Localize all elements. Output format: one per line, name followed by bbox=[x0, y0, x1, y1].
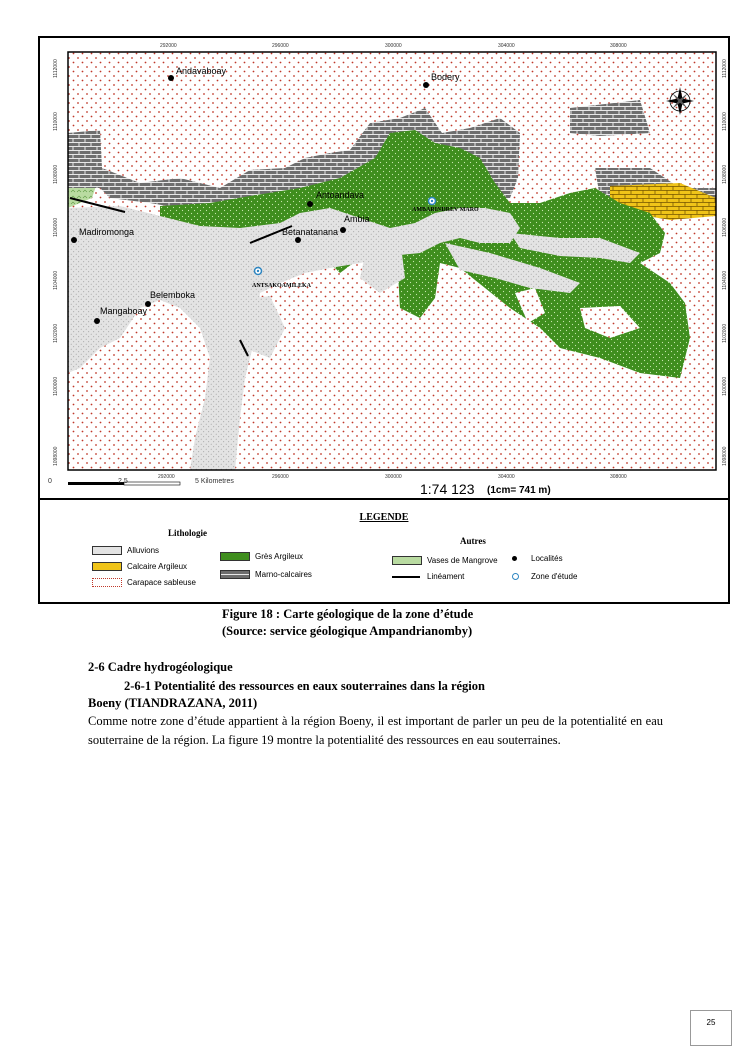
legend-item-localites bbox=[512, 554, 563, 563]
section-heading: 2-6 Cadre hydrogéologique bbox=[88, 660, 233, 674]
legend-item-lineament bbox=[392, 572, 464, 581]
locality-dot-mangaboay[interactable] bbox=[94, 318, 100, 324]
place-mangaboay: Mangaboay bbox=[100, 306, 148, 316]
subsection-heading bbox=[88, 678, 708, 712]
coord-right-3: 1108000 bbox=[722, 164, 728, 184]
coord-bottom-1: 292000 bbox=[158, 474, 175, 480]
coord-right-5: 1104000 bbox=[722, 270, 728, 290]
swatch-vases bbox=[392, 556, 422, 565]
zone-etude-marker-2-center bbox=[257, 270, 259, 272]
coord-left-2: 1110000 bbox=[53, 112, 59, 131]
legend-label-vases: Vases de Mangrove bbox=[427, 556, 498, 565]
coord-top-5: 308000 bbox=[610, 43, 627, 49]
coord-top-3: 300000 bbox=[385, 43, 402, 49]
legend-label-alluvions: Alluvions bbox=[127, 546, 160, 555]
place-madiromonga: Madiromonga bbox=[79, 227, 135, 237]
coord-left-3: 1108000 bbox=[53, 164, 59, 184]
coord-right-6: 1102000 bbox=[722, 323, 728, 343]
locality-dot-betanatanana[interactable] bbox=[295, 237, 301, 243]
swatch-alluvions bbox=[92, 546, 122, 555]
coord-top-2: 296000 bbox=[272, 43, 289, 49]
coord-left-1: 1112000 bbox=[53, 59, 59, 78]
place-antsakoamileka: ANTSAKOAMILEKA bbox=[252, 283, 312, 289]
scale-ratio: 1:74 123 bbox=[420, 481, 475, 497]
legend-item-gres bbox=[220, 552, 303, 561]
legend-item-carapace bbox=[92, 578, 196, 587]
place-bodery: Bodery bbox=[431, 72, 460, 82]
legend-item-zone bbox=[512, 572, 577, 581]
subsection-line-2: Boeny (TIANDRAZANA, 2011) bbox=[88, 696, 258, 710]
left-coords bbox=[53, 59, 59, 466]
place-ambia: Ambia bbox=[344, 214, 370, 224]
legend-label-zone: Zone d'étude bbox=[531, 572, 578, 581]
legend-autres: Autres bbox=[460, 536, 486, 546]
swatch-marno bbox=[220, 570, 250, 579]
legend-item-marno bbox=[220, 570, 312, 579]
geologic-map[interactable] bbox=[40, 38, 728, 500]
coord-left-5: 1104000 bbox=[53, 270, 59, 290]
legend-label-lineament: Linéament bbox=[427, 572, 465, 581]
coord-bottom-4: 304000 bbox=[498, 474, 515, 480]
legend-item-vases bbox=[392, 556, 498, 565]
coord-right-1: 1112000 bbox=[722, 59, 728, 78]
place-antoandava: Antoandava bbox=[316, 190, 365, 200]
legend-label-localites: Localités bbox=[531, 554, 563, 563]
legend-item-calcaire bbox=[92, 562, 187, 571]
caption-line-2: (Source: service géologique Ampandrianomby) bbox=[222, 624, 473, 638]
right-coords bbox=[722, 59, 728, 466]
coord-bottom-3: 300000 bbox=[385, 474, 402, 480]
scale-note: (1cm= 741 m) bbox=[487, 485, 551, 496]
coord-left-7: 1100000 bbox=[53, 376, 59, 396]
place-betanatanana: Betanatanana bbox=[282, 227, 339, 237]
zone-etude-icon bbox=[512, 573, 519, 580]
swatch-gres bbox=[220, 552, 250, 561]
scale-end: 5 Kilometres bbox=[195, 478, 234, 485]
body-paragraph: Comme notre zone d’étude appartient à la région Boeny, il est important de parler un peu de la potentialité en eau souterraine de la région. La figure 19 montre la potentialité des ressources en eau souterraines. bbox=[88, 714, 663, 747]
legend-item-alluvions bbox=[92, 546, 159, 555]
legend-label-marno: Marno-calcaires bbox=[255, 570, 312, 579]
swatch-calcaire bbox=[92, 562, 122, 571]
coord-top-4: 304000 bbox=[498, 43, 515, 49]
coord-bottom-2: 296000 bbox=[272, 474, 289, 480]
page-number: 25 bbox=[690, 1010, 732, 1046]
subsection-line-1: 2-6-1 Potentialité des ressources en eaux souterraines dans la région bbox=[124, 679, 485, 693]
coord-left-4: 1106000 bbox=[53, 217, 59, 237]
legend-label-calcaire: Calcaire Argileux bbox=[127, 562, 188, 571]
scale-bar bbox=[48, 478, 234, 485]
figure-frame bbox=[38, 36, 730, 604]
place-ambarindrevmaro: AMBARINDREV MARO bbox=[412, 207, 479, 213]
locality-dot-madiromonga[interactable] bbox=[71, 237, 77, 243]
locality-dot-antoandava[interactable] bbox=[307, 201, 313, 207]
figure-caption bbox=[222, 606, 473, 640]
locality-dot-andavaboay[interactable] bbox=[168, 75, 174, 81]
legend-label-carapace: Carapace sableuse bbox=[127, 578, 196, 587]
coord-left-8: 1098000 bbox=[53, 446, 59, 466]
coord-right-7: 1100000 bbox=[722, 376, 728, 396]
locality-dot-ambia[interactable] bbox=[340, 227, 346, 233]
coord-top-1: 292000 bbox=[160, 43, 177, 49]
coord-right-4: 1106000 bbox=[722, 217, 728, 237]
legend bbox=[40, 500, 728, 602]
map-svg bbox=[40, 38, 728, 498]
legend-lithologie: Lithologie bbox=[168, 528, 208, 538]
swatch-carapace bbox=[92, 578, 122, 587]
place-andavaboay: Andavaboay bbox=[176, 66, 227, 76]
locality-dot-bodery[interactable] bbox=[423, 82, 429, 88]
legend-label-gres: Grès Argileux bbox=[255, 552, 304, 561]
scale-zero: 0 bbox=[48, 478, 52, 485]
coord-left-6: 1102000 bbox=[53, 323, 59, 343]
zone-etude-marker-1-center bbox=[431, 200, 433, 202]
coord-right-8: 1098000 bbox=[722, 446, 728, 466]
caption-line-1: Figure 18 : Carte géologique de la zone d’étude bbox=[222, 607, 474, 621]
place-belemboka: Belemboka bbox=[150, 290, 196, 300]
coord-bottom-5: 308000 bbox=[610, 474, 627, 480]
swatch-lineament bbox=[392, 576, 420, 578]
legend-title: LEGENDE bbox=[359, 512, 409, 523]
locality-dot-icon bbox=[512, 556, 517, 561]
scale-mid: 2.5 bbox=[118, 478, 128, 485]
coord-right-2: 1110000 bbox=[722, 112, 728, 131]
